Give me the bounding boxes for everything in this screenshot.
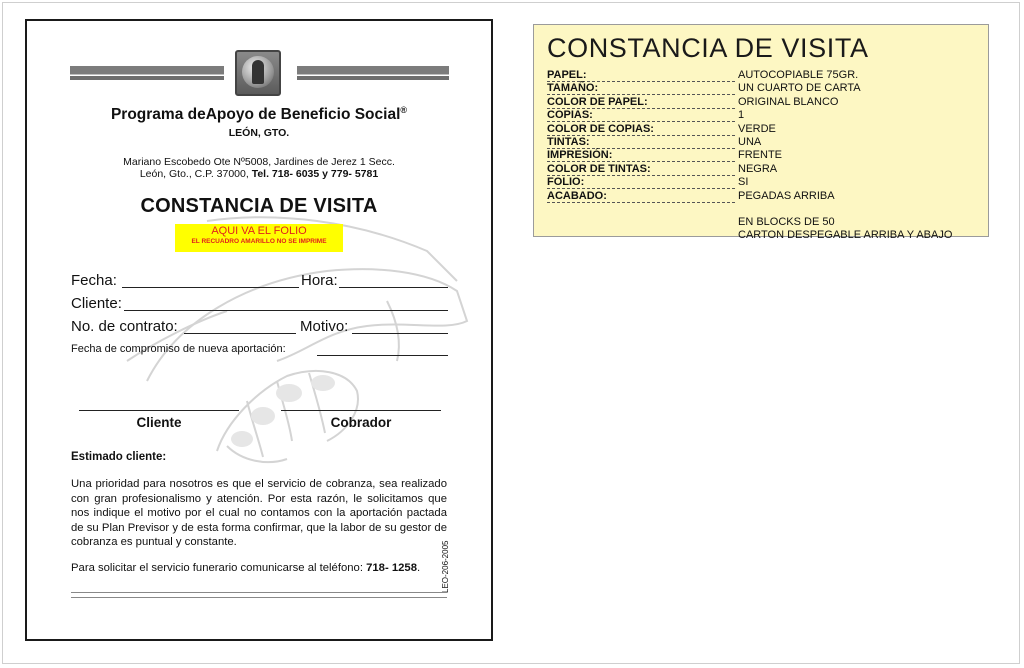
folio-label: AQUI VA EL FOLIO	[211, 225, 307, 237]
spec-acabado-extra-2: CARTON DESPEGABLE ARRIBA Y ABAJO	[738, 229, 953, 241]
spec-row	[547, 176, 987, 189]
spec-row	[547, 136, 987, 149]
spec-row	[547, 149, 987, 162]
form-sheet	[25, 19, 493, 641]
spec-key: TINTAS:	[547, 136, 735, 149]
cobrador-signature-label: Cobrador	[330, 415, 392, 430]
spec-key: FOLIO:	[547, 176, 735, 189]
bottom-rule-1	[71, 592, 447, 593]
family-emblem-icon	[235, 50, 281, 96]
cobrador-signature-line[interactable]	[281, 410, 441, 411]
contrato-label: No. de contrato:	[71, 318, 178, 335]
folio-placeholder-box	[175, 224, 343, 252]
spec-row	[547, 163, 987, 176]
folio-note: EL RECUADRO AMARILLO NO SE IMPRIME	[191, 238, 327, 245]
address-line-2: León, Gto., C.P. 37000, Tel. 718- 6035 y 779- 5781	[139, 168, 379, 180]
spec-key: ACABADO:	[547, 190, 735, 203]
spec-row	[547, 69, 987, 82]
compromiso-label: Fecha de compromiso de nueva aportación:	[71, 343, 286, 355]
spec-key: PAPEL:	[547, 69, 735, 82]
spec-key: IMPRESIÓN:	[547, 149, 735, 162]
form-code: LEO-206-2005	[441, 540, 450, 593]
motivo-label: Motivo:	[300, 318, 349, 335]
cliente-signature-label: Cliente	[136, 415, 182, 430]
hora-label: Hora:	[301, 272, 338, 289]
spec-key: COPIAS:	[547, 109, 735, 122]
motivo-field[interactable]	[352, 333, 448, 334]
spec-row	[547, 123, 987, 136]
fecha-field[interactable]	[122, 287, 299, 288]
spec-value: 1	[738, 109, 745, 122]
spec-value: VERDE	[738, 122, 776, 135]
body-paragraph: Una prioridad para nosotros es que el servicio de cobranza, sea realizado con gran profesionalismo y atención. Por esta razón, le solicitamos que nos indique el motivo por el cual no contamos con la aportación pactada de su Plan Previsor y de esta forma confirmar, que la labor de su gestor de cobranza es puntual y constante.	[71, 478, 447, 549]
spec-value: UNA	[738, 136, 762, 148]
header-bar-left	[70, 66, 224, 80]
spec-value: FRENTE	[738, 149, 782, 162]
header-bar-right	[297, 66, 449, 80]
compromiso-field[interactable]	[317, 355, 448, 356]
hora-field[interactable]	[339, 287, 448, 288]
spec-key: TAMAÑO:	[547, 82, 735, 95]
form-title: CONSTANCIA DE VISITA	[140, 195, 378, 217]
spec-value: SI	[738, 176, 749, 189]
spec-panel	[533, 24, 989, 241]
cliente-label: Cliente:	[71, 295, 122, 312]
spec-row	[547, 190, 987, 203]
address-line-1: Mariano Escobedo Ote Nº5008, Jardines de Jerez 1 Secc.	[123, 156, 395, 168]
phone-line: Para solicitar el servicio funerario comunicarse al teléfono: 718- 1258.	[71, 562, 421, 574]
spec-value: PEGADAS ARRIBA	[738, 189, 835, 202]
cliente-field[interactable]	[124, 310, 448, 311]
spec-key: COLOR DE TINTAS:	[547, 163, 735, 176]
spec-title: CONSTANCIA DE VISITA	[547, 33, 869, 63]
spec-value: AUTOCOPIABLE 75GR.	[738, 69, 859, 81]
city-label: LEÓN, GTO.	[228, 127, 290, 139]
bottom-rule-2	[71, 597, 447, 598]
spec-row	[547, 82, 987, 95]
spec-value: ORIGINAL BLANCO	[738, 95, 839, 108]
greeting: Estimado cliente:	[71, 451, 167, 463]
spec-row	[547, 109, 987, 122]
spec-key: COLOR DE COPIAS:	[547, 123, 735, 136]
spec-row	[547, 96, 987, 109]
spec-value: UN CUARTO DE CARTA	[738, 82, 861, 95]
spec-acabado-extra-1: EN BLOCKS DE 50	[738, 216, 835, 228]
program-title: Programa deApoyo de Beneficio Social®	[110, 105, 408, 124]
contrato-field[interactable]	[184, 333, 296, 334]
cliente-signature-line[interactable]	[79, 410, 239, 411]
fecha-label: Fecha:	[71, 272, 117, 289]
spec-value: NEGRA	[738, 162, 778, 175]
spec-key: COLOR DE PAPEL:	[547, 96, 735, 109]
